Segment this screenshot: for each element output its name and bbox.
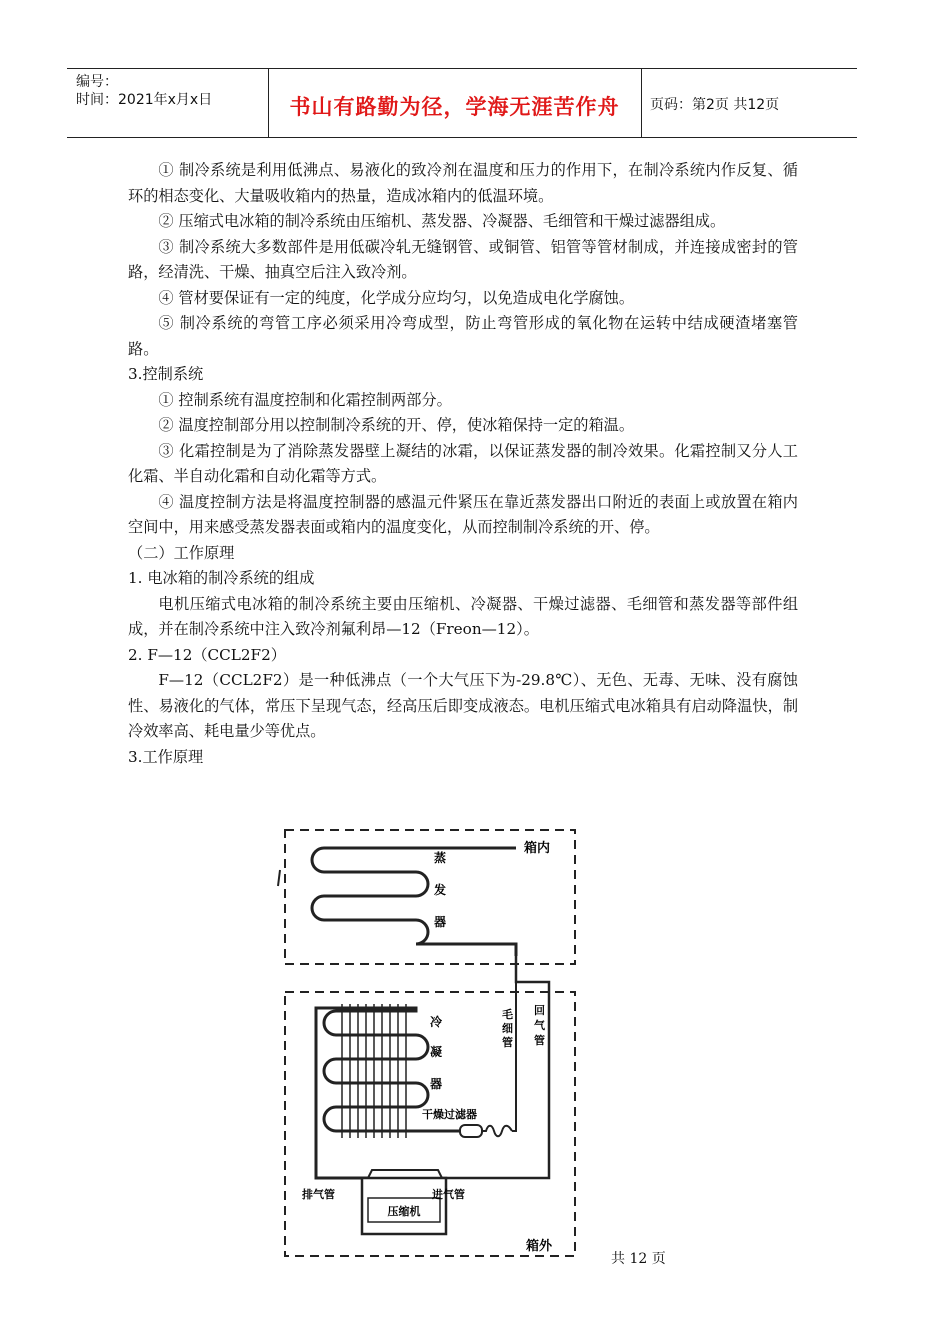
discharge-pipe-label: 排气管: [302, 1188, 335, 1201]
page-header: [67, 68, 857, 138]
paragraph: ④ 管材要保证有一定的纯度，化学成分应均匀，以免造成电化学腐蚀。: [158, 288, 635, 307]
paragraph: 电机压缩式电冰箱的制冷系统主要由压缩机、冷凝器、干燥过滤器、毛细管和蒸发器等部件组成，并在制冷系统中注入致冷剂氟利昂—12（Freon—12）。: [128, 594, 798, 638]
drier-filter-label: 干燥过滤器: [422, 1108, 477, 1121]
header-info-cell: [67, 69, 269, 137]
condenser-label-2: 凝: [430, 1045, 443, 1059]
paragraph: ① 控制系统有温度控制和化霜控制两部分。: [158, 390, 452, 409]
paragraph: ⑤ 制冷系统的弯管工序必须采用冷弯成型，防止弯管形成的氧化物在运转中结成硬渣堵塞管路。: [128, 314, 798, 358]
condenser-fins: [342, 1004, 406, 1138]
return-pipe-label-3: 管: [534, 1034, 545, 1047]
section-heading: 2. F—12（CCL2F2）: [128, 645, 286, 664]
refrigeration-system-diagram: [276, 826, 582, 1262]
paragraph: ④ 温度控制方法是将温度控制器的感温元件紧压在靠近蒸发器出口附近的表面上或放置在箱内空间中，用来感受蒸发器表面或箱内的温度变化，从而控制制冷系统的开、停。: [128, 492, 798, 536]
evaporator-label-1: 蒸: [434, 851, 447, 865]
section-heading: 3.工作原理: [128, 747, 204, 766]
condenser-label-1: 冷: [430, 1015, 443, 1029]
outside-cabinet-label: 箱外: [526, 1239, 553, 1254]
return-pipe-label-2: 气: [534, 1019, 545, 1032]
header-motto-cell: [268, 69, 642, 137]
paragraph: ① 制冷系统是利用低沸点、易液化的致冷剂在温度和压力的作用下，在制冷系统内作反复、循环的相态变化、大量吸收箱内的热量，造成冰箱内的低温环境。: [128, 161, 798, 205]
document-date: 时间：2021年x月x日: [76, 92, 213, 108]
capillary-coil: [482, 1126, 512, 1137]
capillary-label-1: 毛: [502, 1008, 513, 1021]
return-pipe-label-1: 回: [534, 1004, 545, 1017]
compressor-label: 压缩机: [387, 1205, 421, 1218]
section-heading: 1. 电冰箱的制冷系统的组成: [128, 569, 315, 587]
condenser-label-3: 器: [430, 1077, 443, 1091]
condenser-coil: [316, 1008, 460, 1178]
evaporator-label-3: 器: [434, 915, 447, 929]
header-motto: 书山有路勤为径，学海无涯苦作舟: [289, 95, 620, 119]
header-page-info: 页码：第2页 共12页: [650, 97, 780, 113]
paragraph: F—12（CCL2F2）是一种低沸点（一个大气压下为-29.8℃）、无色、无毒、无味、没有腐蚀性、易液化的气体，常压下呈现气态，经高压后即变成液态。电机压缩式电冰箱具有启动降温快，制冷效率高、耗电量少等优点。: [128, 671, 798, 740]
page-footer: 共 12 页: [611, 1251, 666, 1267]
section-heading: （二）工作原理: [128, 543, 235, 562]
capillary-pipe-line: [512, 982, 516, 1131]
section-heading: 3.控制系统: [128, 365, 204, 383]
suction-pipe-label: 进气管: [432, 1188, 465, 1201]
capillary-label-2: 细: [502, 1022, 513, 1035]
inside-cabinet-label: 箱内: [524, 841, 551, 856]
paragraph: ③ 化霜控制是为了消除蒸发器壁上凝结的冰霜，以保证蒸发器的制冷效果。化霜控制又分人工化霜、半自动化霜和自动化霜等方式。: [128, 441, 798, 485]
paragraph: ② 温度控制部分用以控制制冷系统的开、停，使冰箱保持一定的箱温。: [158, 416, 635, 434]
evaporator-coil: [312, 848, 516, 956]
paragraph: ② 压缩式电冰箱的制冷系统由压缩机、蒸发器、冷凝器、毛细管和干燥过滤器组成。: [158, 212, 726, 230]
document-number-label: 编号：: [76, 74, 118, 90]
marker-mark: [278, 870, 280, 886]
drier-filter-shape: [460, 1125, 482, 1137]
document-body: [128, 158, 798, 770]
evaporator-label-2: 发: [434, 883, 447, 897]
return-pipe-line: [438, 956, 549, 1178]
capillary-label-3: 管: [502, 1036, 513, 1049]
paragraph: ③ 制冷系统大多数部件是用低碳冷轧无缝钢管、或铜管、铝管等管材制成，并连接成密封的管路，经清洗、干燥、抽真空后注入致冷剂。: [128, 237, 798, 281]
header-page-cell: [641, 69, 857, 137]
